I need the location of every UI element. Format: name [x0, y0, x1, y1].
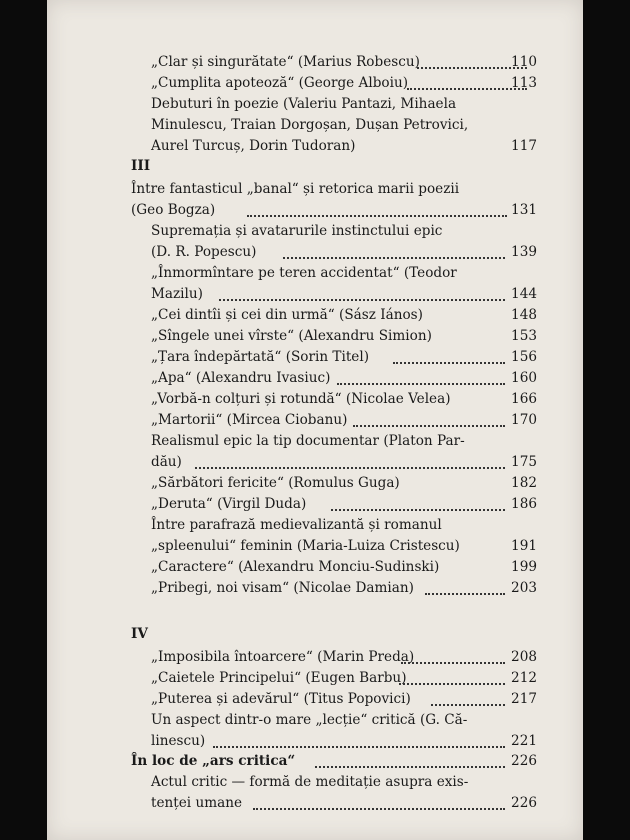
entry-title: Actul critic — formă de meditație asupra exis- — [151, 774, 469, 790]
entry-title: Între fantasticul „banal“ și retorica marii poezii — [131, 181, 460, 197]
entry-title: „Deruta“ (Virgil Duda) — [151, 496, 307, 512]
page-number: 139 — [511, 244, 537, 260]
entry-title-continued: tenței umane — [151, 795, 242, 811]
page-number: 166 — [511, 391, 537, 407]
entry-title: „Clar și singurătate“ (Marius Robescu) — [151, 54, 420, 70]
entry-title: „Pribegi, noi visam“ (Nicolae Damian) — [151, 580, 414, 596]
entry-title: „Imposibila întoarcere“ (Marin Preda) — [151, 649, 415, 665]
entry-title: Supremația și avatarurile instinctului epic — [151, 223, 443, 239]
entry-title: „Țara îndepărtată“ (Sorin Titel) — [151, 349, 369, 365]
page-number: 217 — [511, 691, 537, 707]
leader-dots — [399, 681, 505, 685]
entry-title-continued: linescu) — [151, 733, 206, 749]
entry-title: În loc de „ars critica“ — [131, 753, 296, 769]
leader-dots — [425, 591, 505, 595]
page-number: 199 — [511, 559, 537, 575]
leader-dots — [401, 660, 505, 664]
leader-dots — [195, 465, 505, 469]
entry-title: Realismul epic la tip documentar (Platon Par- — [151, 433, 465, 449]
leader-dots — [213, 744, 505, 748]
leader-dots — [315, 764, 505, 768]
leader-dots — [337, 381, 505, 385]
entry-title-continued: dău) — [151, 454, 182, 470]
entry-title: „Apa“ (Alexandru Ivasiuc) — [151, 370, 331, 386]
leader-dots — [219, 297, 505, 301]
page-number: 170 — [511, 412, 537, 428]
table-of-contents — [47, 0, 583, 840]
leader-dots — [407, 86, 527, 90]
entry-title: Un aspect dintr-o mare „lecție“ critică (G. Că- — [151, 712, 468, 728]
entry-title: „Cei dintîi și cei din urmă“ (Sász Iános) — [151, 307, 423, 323]
leader-dots — [353, 423, 505, 427]
book-page — [47, 0, 583, 840]
page-number: 160 — [511, 370, 537, 386]
page-number: 221 — [511, 733, 537, 749]
entry-title: „Sărbători fericite“ (Romulus Guga) — [151, 475, 400, 491]
leader-dots — [253, 806, 505, 810]
entry-title: „Puterea și adevărul“ (Titus Popovici) — [151, 691, 411, 707]
page-number: 175 — [511, 454, 537, 470]
page-number: 226 — [511, 753, 537, 769]
entry-title-continued: Mazilu) — [151, 286, 203, 302]
leader-dots — [393, 360, 505, 364]
entry-title-continued: Minulescu, Traian Dorgoșan, Dușan Petrovici, — [151, 117, 469, 133]
entry-title-continued: „spleenului“ feminin (Maria-Luiza Cristescu) — [151, 538, 460, 554]
entry-title-continued: Aurel Turcuș, Dorin Tudoran) — [151, 138, 356, 154]
page-number: 191 — [511, 538, 537, 554]
page-number: 182 — [511, 475, 537, 491]
page-number: 203 — [511, 580, 537, 596]
leader-dots — [431, 702, 505, 706]
section-heading: III — [131, 158, 151, 174]
page-number: 212 — [511, 670, 537, 686]
entry-title: Între parafrază medievalizantă și romanul — [151, 517, 442, 533]
entry-title: „Sîngele unei vîrste“ (Alexandru Simion) — [151, 328, 432, 344]
page-number: 110 — [511, 54, 537, 70]
leader-dots — [283, 255, 505, 259]
page-number: 148 — [511, 307, 537, 323]
entry-title: „Caietele Principelui“ (Eugen Barbu) — [151, 670, 407, 686]
section-heading: IV — [131, 626, 148, 642]
entry-title: „Vorbă-n colțuri și rotundă“ (Nicolae Velea) — [151, 391, 451, 407]
page-number: 153 — [511, 328, 537, 344]
page-number: 226 — [511, 795, 537, 811]
entry-title: „Înmormîntare pe teren accidentat“ (Teodor — [151, 265, 457, 281]
page-number: 186 — [511, 496, 537, 512]
page-number: 117 — [511, 138, 537, 154]
entry-title: „Cumplita apoteoză“ (George Alboiu) — [151, 75, 409, 91]
entry-title: „Martorii“ (Mircea Ciobanu) — [151, 412, 348, 428]
entry-title: Debuturi în poezie (Valeriu Pantazi, Mihaela — [151, 96, 457, 112]
entry-title-continued: (Geo Bogza) — [131, 202, 216, 218]
leader-dots — [247, 213, 507, 217]
page-number: 144 — [511, 286, 537, 302]
entry-title-continued: (D. R. Popescu) — [151, 244, 257, 260]
page-number: 156 — [511, 349, 537, 365]
page-number: 113 — [511, 75, 537, 91]
leader-dots — [331, 507, 505, 511]
page-number: 208 — [511, 649, 537, 665]
page-number: 131 — [511, 202, 537, 218]
entry-title: „Caractere“ (Alexandru Monciu-Sudinski) — [151, 559, 440, 575]
